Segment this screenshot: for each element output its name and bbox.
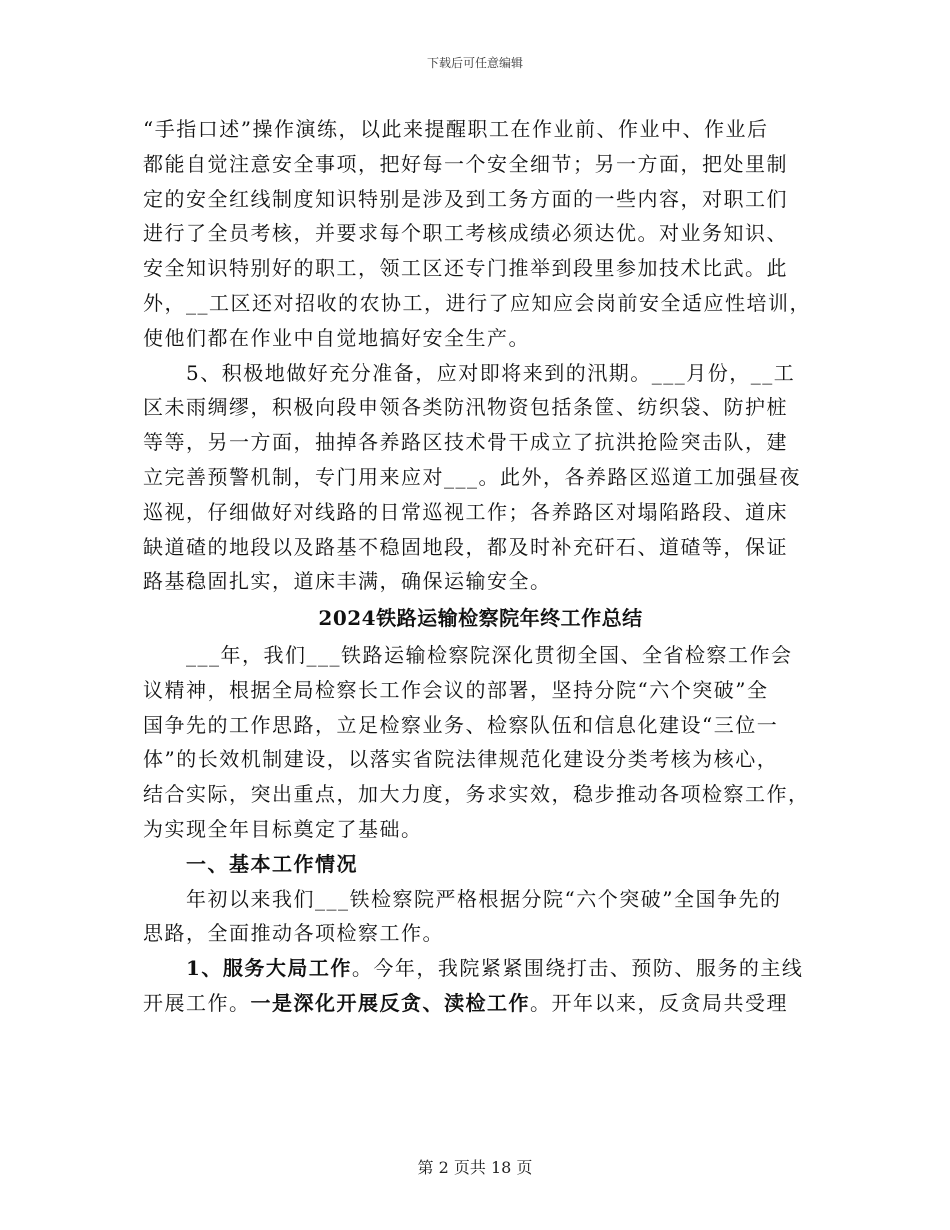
body-line: 缺道碴的地段以及路基不稳固地段，都及时补充矸石、道碴等，保证 [143,534,788,559]
body-line: ___年，我们___铁路运输检察院深化贯彻全国、全省检察工作会 [143,642,793,667]
body-line: 立完善预警机制，专门用来应对___。此外，各养路区巡道工加强昼夜 [143,464,801,489]
body-line: 国争先的工作思路，立足检察业务、检察队伍和信息化建设“三位一 [143,712,779,737]
body-line: 进行了全员考核，并要求每个职工考核成绩必须达优。对业务知识、 [143,221,788,246]
body-line: 议精神，根据全局检察长工作会议的部署，坚持分院“六个突破”全 [143,677,769,702]
body-line: 5、积极地做好充分准备，应对即将来到的汛期。___月份，__工 [143,360,796,385]
body-line [143,986,818,1021]
page-header: 下载后可任意编辑 [426,56,523,70]
page-footer: 第 2 页共 18 页 [417,1158,533,1177]
section-heading: 一、基本工作情况 [143,851,358,876]
document-body [143,112,818,1021]
body-text: 。今年，我院紧紧围绕打击、预防、服务的主线 [351,956,804,981]
bold-phrase: 1、服务大局工作 [143,956,352,981]
body-line: 区未雨绸缪，积极向段申领各类防汛物资包括条筐、纺织袋、防护桩 [143,395,788,420]
body-line: 定的安全红线制度知识特别是涉及到工务方面的一些内容，对职工们 [143,186,788,211]
body-line: 巡视，仔细做好对线路的日常巡视工作；各养路区对塌陷路段、道床 [143,499,788,524]
body-line: 结合实际，突出重点，加大力度，务求实效，稳步推动各项检察工作， [143,782,810,807]
body-text: 。开年以来，反贪局共受理 [530,990,788,1015]
body-line: 思路，全面推动各项检察工作。 [143,921,444,946]
bold-phrase: 一是深化开展反贪、渎检工作 [250,990,530,1015]
body-text: 开展工作。 [143,990,251,1015]
body-line: 路基稳固扎实，道床丰满，确保运输安全。 [143,569,552,594]
body-line: 等等，另一方面，抽掉各养路区技术骨干成立了抗洪抢险突击队，建 [143,430,788,455]
body-line [143,951,818,986]
section-title: 2024铁路运输检察院年终工作总结 [318,606,643,631]
body-line: 外，__工区还对招收的农协工，进行了应知应会岗前安全适应性培训， [143,290,811,315]
body-line: 为实现全年目标奠定了基础。 [143,816,423,841]
body-line: 体”的长效机制建设，以落实省院法律规范化建设分类考核为核心， [143,747,779,772]
body-line: 年初以来我们___铁检察院严格根据分院“六个突破”全国争先的 [143,886,782,911]
body-line: 使他们都在作业中自觉地搞好安全生产。 [143,325,530,350]
body-line: 安全知识特别好的职工，领工区还专门推举到段里参加技术比武。此 [143,256,788,281]
body-line: 都能自觉注意安全事项，把好每一个安全细节；另一方面，把处里制 [143,151,788,176]
body-line: “手指口述”操作演练，以此来提醒职工在作业前、作业中、作业后 [143,117,769,141]
